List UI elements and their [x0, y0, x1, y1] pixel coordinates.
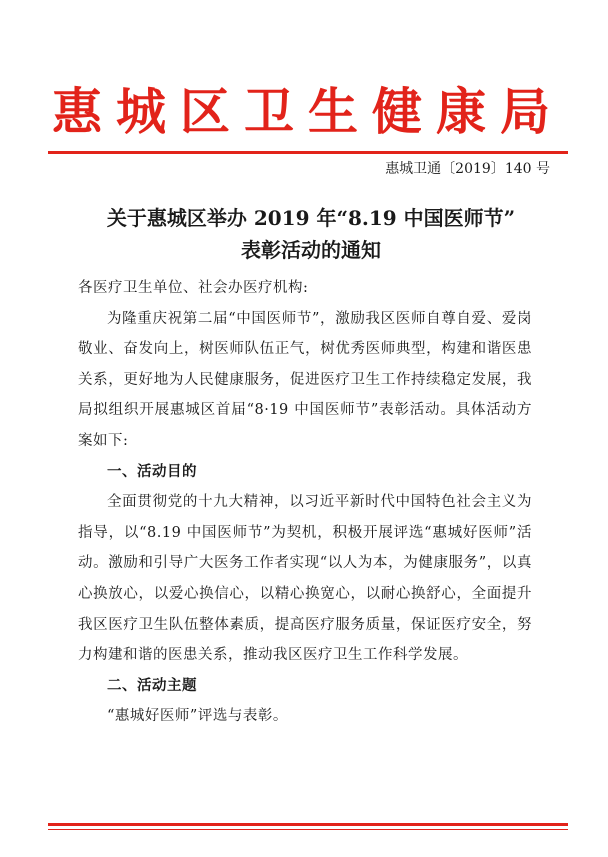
salutation: 各医疗卫生单位、社会办医疗机构:: [78, 280, 309, 296]
document-title: [0, 202, 608, 266]
document-title-line-2: 表彰活动的通知: [241, 238, 381, 262]
letterhead-rule: [48, 151, 568, 154]
document-body: [78, 273, 532, 732]
document-number: 惠城卫通〔2019〕140 号: [385, 161, 550, 177]
footer-rule-thick: [48, 823, 568, 826]
section-paragraph-theme: “惠城好医师”评选与表彰。: [107, 708, 288, 725]
intro-paragraph: 为隆重庆祝第二届“中国医师节”，激励我区医师自尊自爱、爱岗敬业、奋发向上，树医师队伍正气，树优秀医师典型，构建和谐医患关系，更好地为人民健康服务，促进医疗卫生工作持续稳定发展，我局拟组织开展惠城区首届“8·19 中国医师节”表彰活动。具体活动方案如下:: [78, 310, 532, 449]
footer-rule-thin: [48, 829, 568, 830]
letterhead-title: 惠城区卫生健康局: [52, 82, 564, 141]
section-heading-theme: 二、活动主题: [107, 677, 197, 694]
section-paragraph-purpose: 全面贯彻党的十九大精神，以习近平新时代中国特色社会主义为指导，以“8.19 中国医师节”为契机，积极开展评选“惠城好医师”活动。激励和引导广大医务工作者实现“以人为本，为健康服务”，以真心换放心，以爱心换信心，以精心换宽心，以耐心换舒心，全面提升我区医疗卫生队伍整体素质，提高医疗服务质量，保证医疗安全，努力构建和谐的医患关系，推动我区医疗卫生工作科学发展。: [78, 494, 532, 664]
section-heading-purpose: 一、活动目的: [107, 463, 197, 480]
document-title-line-1: 关于惠城区举办 2019 年“8.19 中国医师节”: [106, 206, 516, 230]
